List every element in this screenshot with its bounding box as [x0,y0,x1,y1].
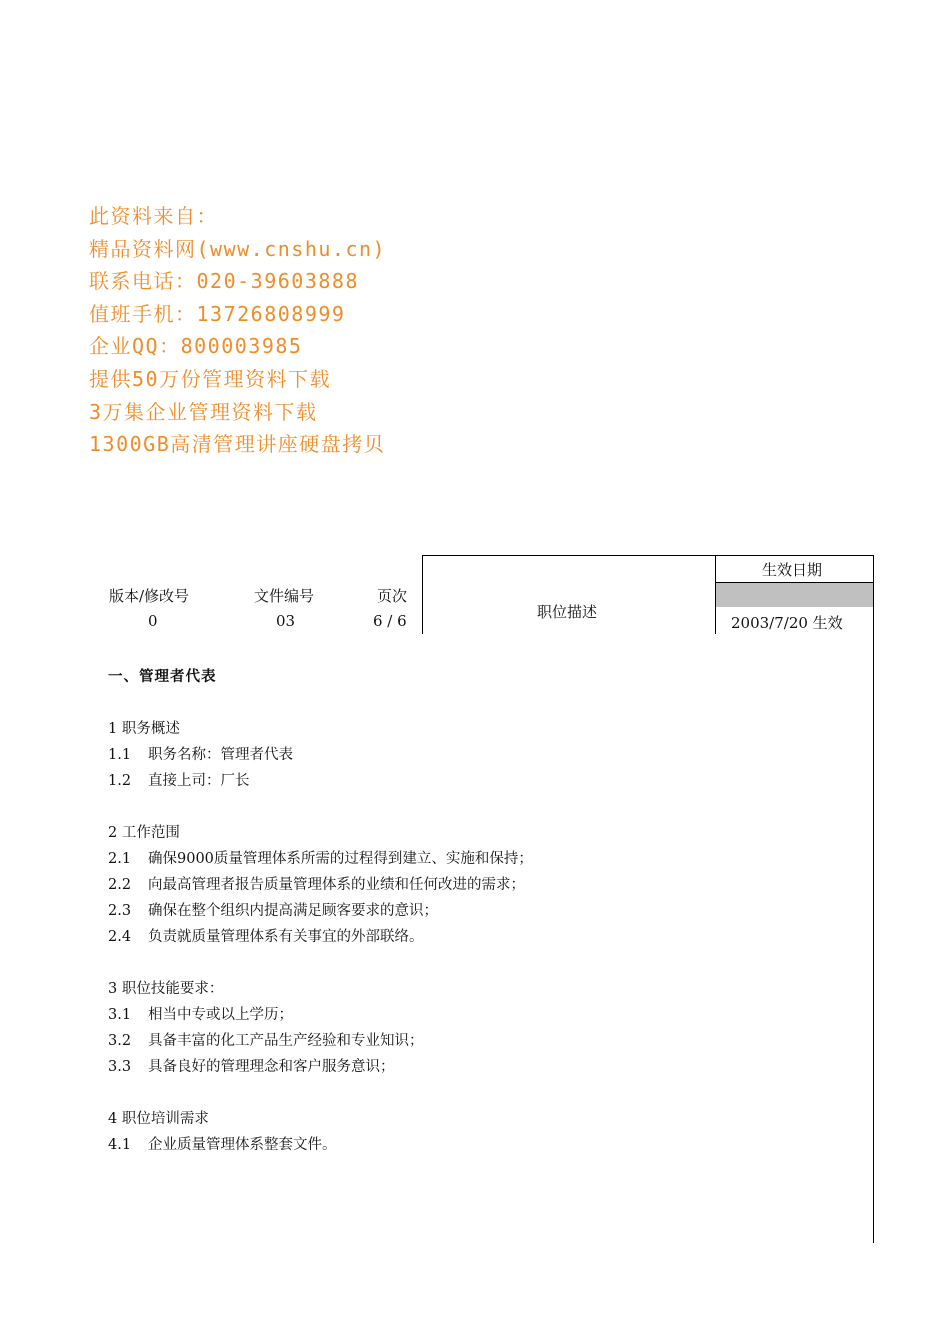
promo-line: 提供50万份管理资料下载 [89,366,332,391]
list-item [108,1054,533,1080]
doc-title: 职位描述 [537,603,598,621]
promo-line: 联系电话：020-39603888 [89,269,359,294]
effective-date-value: 2003/7/20 生效 [731,614,843,632]
promo-block [89,200,386,461]
file-number-label: 文件编号 [254,587,315,605]
item-text: 企业质量管理体系整套文件。 [148,1137,337,1153]
job-description-body [108,664,533,1158]
list-item [108,898,533,924]
promo-line: 此资料来自： [89,204,218,228]
list-item [108,1028,533,1054]
item-number: 3.3 [108,1059,132,1075]
promo-line: 3万集企业管理资料下载 [89,399,318,424]
item-text: 职务名称：管理者代表 [148,747,293,763]
list-item [108,846,533,872]
promo-line: 值班手机：13726808999 [89,301,346,326]
page-value: 6 / 6 [373,612,407,630]
list-item [108,1132,533,1158]
item-number: 2.4 [108,929,132,945]
header-top-border [422,555,874,556]
item-number: 3.1 [108,1007,132,1023]
version-value: 0 [148,612,158,630]
list-item [108,872,533,898]
page-label: 页次 [377,587,408,605]
item-number: 1.1 [108,747,132,763]
item-number: 2.2 [108,877,132,893]
item-number: 3.2 [108,1033,132,1049]
subsection-title: 3 职位技能要求： [108,981,224,997]
list-item [108,768,533,794]
subsection-title: 4 职位培训需求 [108,1111,209,1127]
list-item [108,924,533,950]
version-label: 版本/修改号 [109,587,190,605]
item-text: 确保9000质量管理体系所需的过程得到建立、实施和保持； [148,851,533,867]
effective-date-label: 生效日期 [762,561,823,579]
item-text: 直接上司：厂长 [148,773,250,789]
promo-line: 企业QQ：800003985 [89,334,303,359]
promo-line: 精品资料网(www.cnshu.cn) [89,236,387,261]
header-divider [422,555,423,634]
section-title: 一、管理者代表 [108,668,217,685]
item-number: 4.1 [108,1137,132,1153]
page-right-border [873,555,874,1243]
item-text: 具备丰富的化工产品生产经验和专业知识； [148,1033,424,1049]
item-number: 2.1 [108,851,132,867]
item-text: 向最高管理者报告质量管理体系的业绩和任何改进的需求； [148,877,525,893]
file-number-value: 03 [276,612,296,630]
item-number: 1.2 [108,773,132,789]
item-text: 确保在整个组织内提高满足顾客要求的意识； [148,903,438,919]
subsection-title: 2 工作范围 [108,825,180,841]
header-gray-band [716,583,873,607]
item-text: 相当中专或以上学历； [148,1007,293,1023]
subsection-title: 1 职务概述 [108,721,180,737]
list-item [108,1002,533,1028]
promo-line: 1300GB高清管理讲座硬盘拷贝 [89,432,386,457]
item-text: 负责就质量管理体系有关事宜的外部联络。 [148,929,424,945]
item-text: 具备良好的管理理念和客户服务意识； [148,1059,395,1075]
list-item [108,742,533,768]
item-number: 2.3 [108,903,132,919]
